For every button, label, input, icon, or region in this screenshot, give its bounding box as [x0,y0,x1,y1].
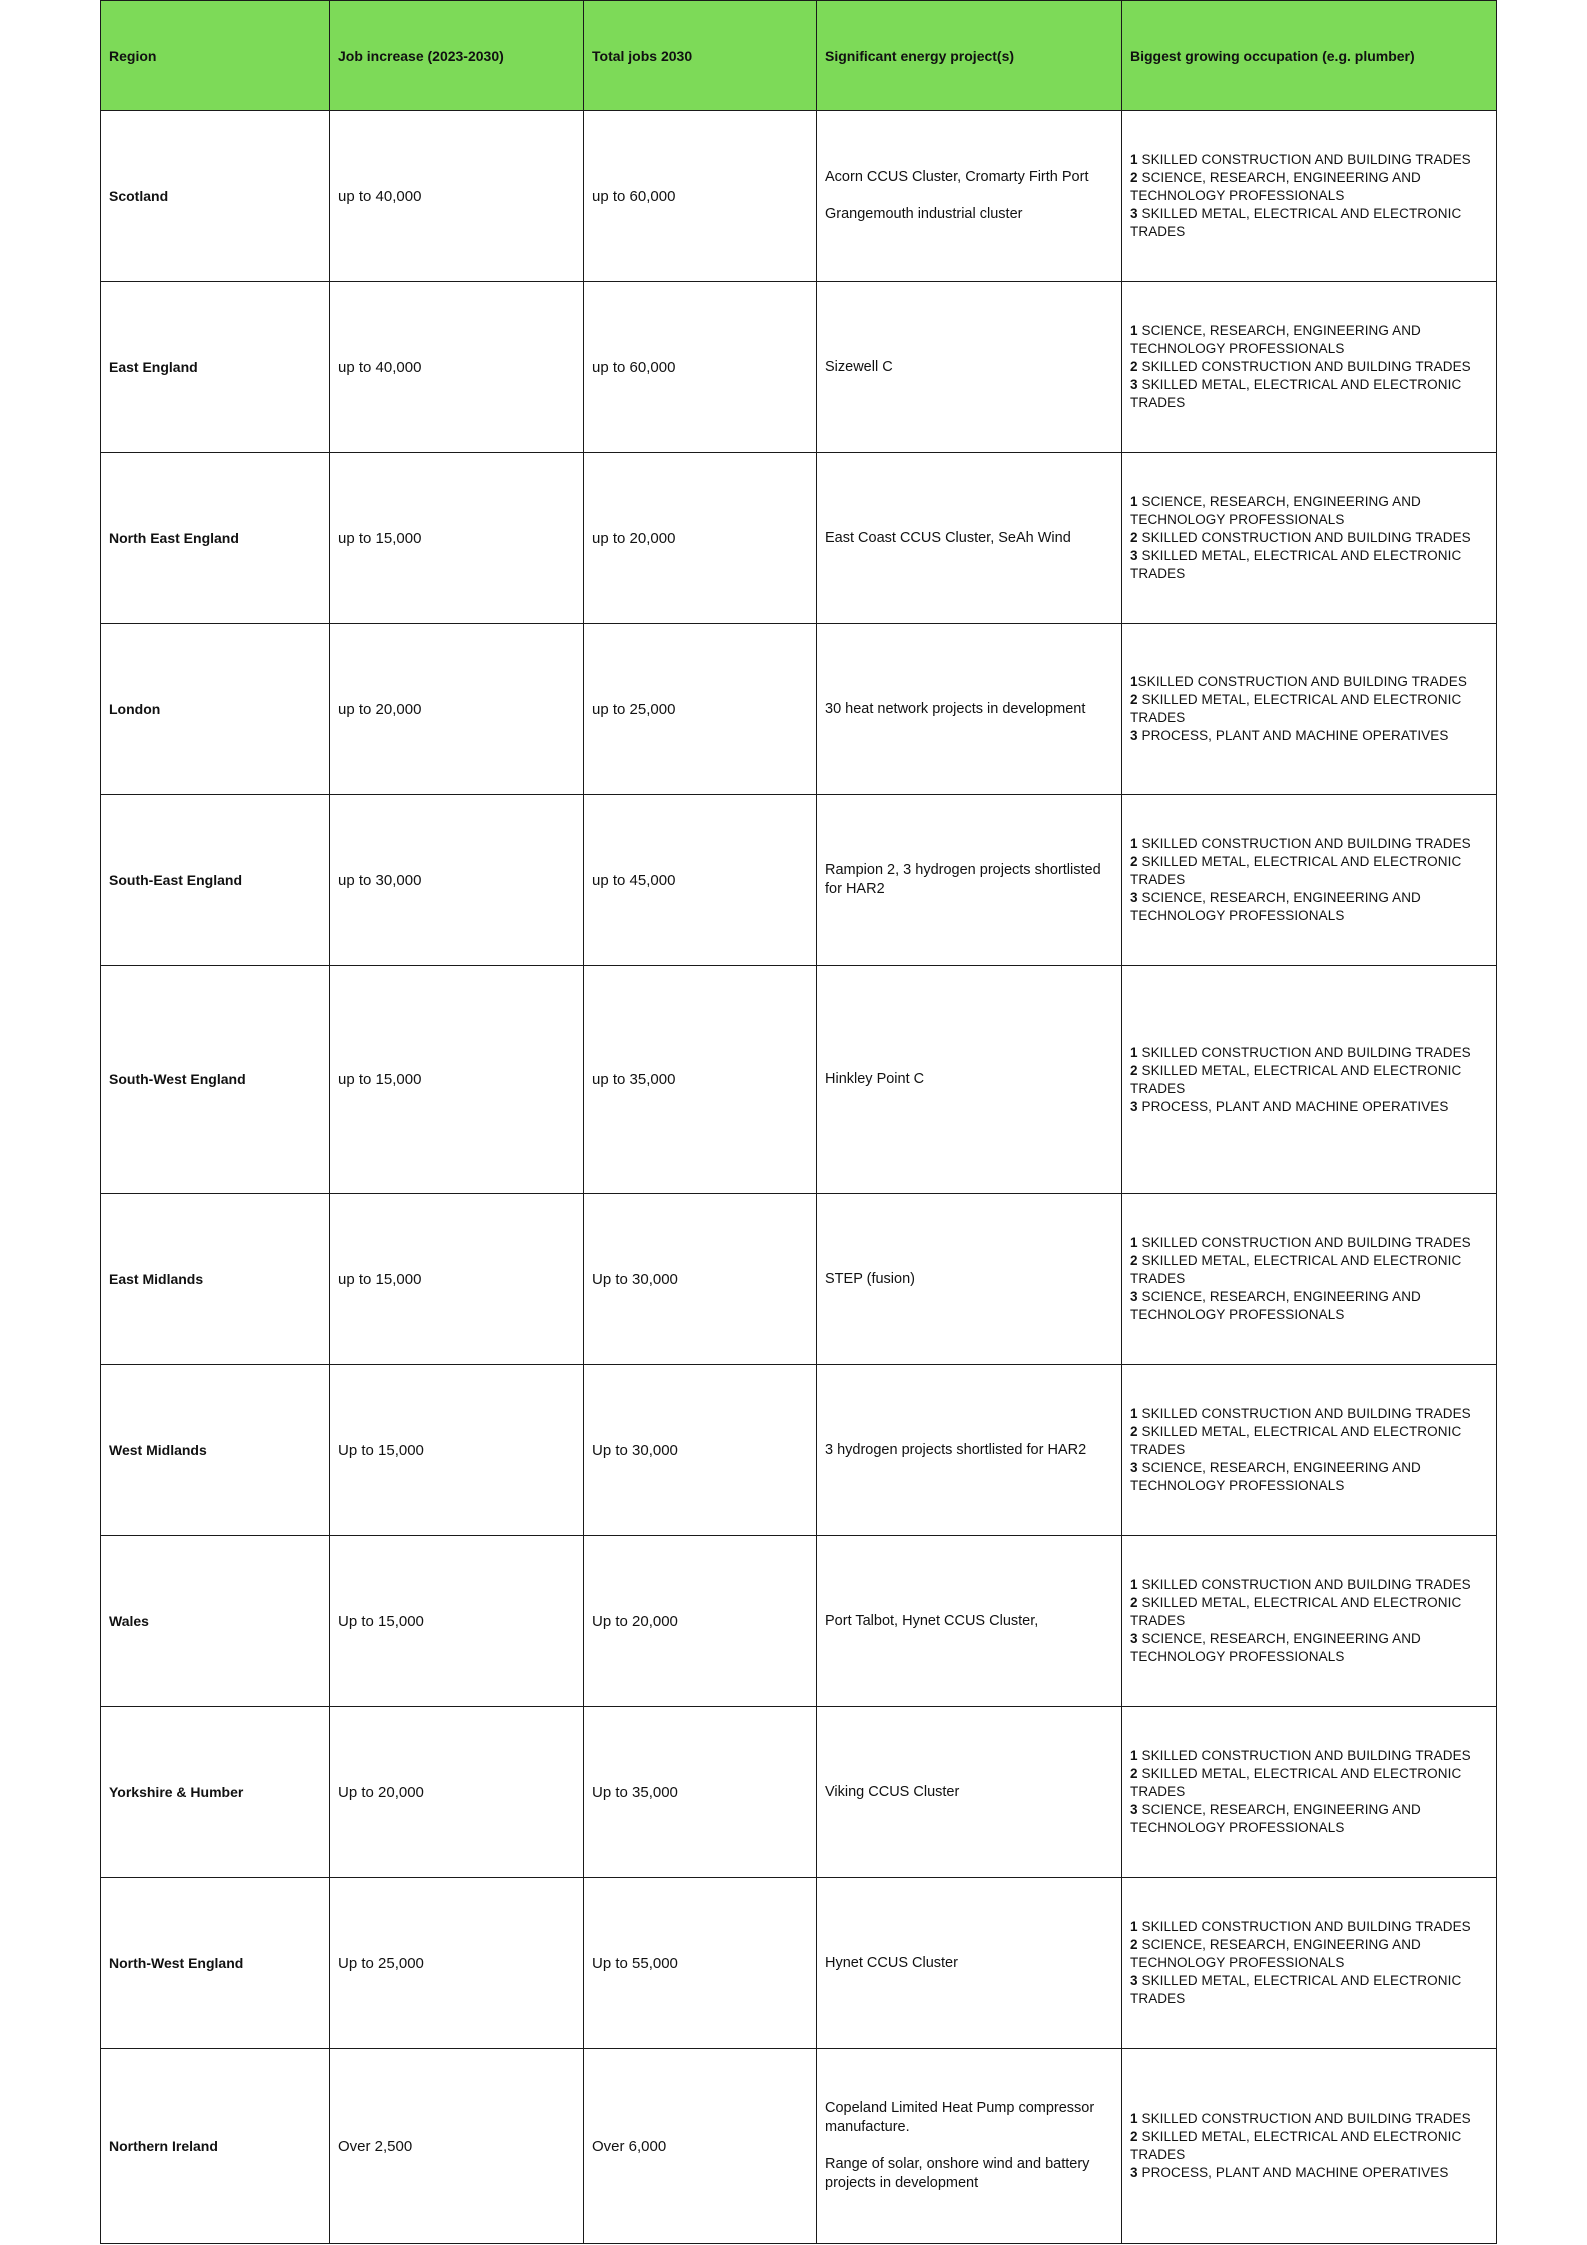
occupations-cell [1122,966,1497,1194]
energy-projects-cell [817,111,1122,282]
occupation-item [1130,2110,1488,2128]
energy-project: Rampion 2, 3 hydrogen projects shortlisted for HAR2 [825,862,1101,897]
header-region: Region [101,1,330,111]
header-job-increase: Job increase (2023-2030) [330,1,584,111]
table-row [101,966,1497,1194]
total-jobs-cell: Up to 30,000 [584,1194,817,1365]
occupation-item [1130,151,1488,169]
occupation-text: SCIENCE, RESEARCH, ENGINEERING AND TECHNOLOGY PROFESSIONALS [1130,1289,1421,1322]
total-jobs-cell: up to 60,000 [584,111,817,282]
occupation-rank: 3 [1130,548,1138,563]
job-increase-cell: up to 30,000 [330,795,584,966]
occupation-item [1130,493,1488,529]
occupation-text: SKILLED CONSTRUCTION AND BUILDING TRADES [1137,1919,1471,1934]
occupation-item [1130,2164,1488,2182]
occupation-rank: 1 [1130,1235,1138,1250]
occupation-item [1130,205,1488,241]
occupation-rank: 3 [1130,890,1138,905]
occupation-text: SKILLED METAL, ELECTRICAL AND ELECTRONIC TRADES [1130,2129,1462,2162]
table-row [101,1194,1497,1365]
occupation-item [1130,1423,1488,1459]
region-cell: South-West England [101,966,330,1194]
occupation-item [1130,853,1488,889]
energy-project: East Coast CCUS Cluster, SeAh Wind [825,529,1071,546]
occupation-rank: 2 [1130,692,1138,707]
energy-projects-cell [817,1878,1122,2049]
occupation-text: SCIENCE, RESEARCH, ENGINEERING AND TECHNOLOGY PROFESSIONALS [1130,494,1421,527]
occupation-text: SKILLED METAL, ELECTRICAL AND ELECTRONIC TRADES [1130,692,1462,725]
table-body [101,111,1497,2244]
occupation-item [1130,1062,1488,1098]
occupation-rank: 1 [1130,1577,1138,1592]
occupation-item [1130,169,1488,205]
occupation-rank: 1 [1130,1748,1138,1763]
occupation-item [1130,2128,1488,2164]
energy-projects-cell [817,1536,1122,1707]
occupation-item [1130,376,1488,412]
job-increase-cell: Up to 25,000 [330,1878,584,2049]
occupations-cell [1122,1365,1497,1536]
occupation-rank: 3 [1130,2165,1138,2180]
occupation-text: SCIENCE, RESEARCH, ENGINEERING AND TECHNOLOGY PROFESSIONALS [1130,1460,1421,1493]
occupation-item [1130,889,1488,925]
occupation-text: SCIENCE, RESEARCH, ENGINEERING AND TECHNOLOGY PROFESSIONALS [1130,170,1421,203]
occupation-item [1130,1288,1488,1324]
energy-projects-cell [817,1194,1122,1365]
occupation-text: SKILLED CONSTRUCTION AND BUILDING TRADES [1137,152,1471,167]
occupation-item [1130,1252,1488,1288]
occupation-item [1130,1594,1488,1630]
occupation-rank: 1 [1130,1919,1138,1934]
occupation-text: SKILLED CONSTRUCTION AND BUILDING TRADES [1137,530,1471,545]
occupation-item [1130,727,1488,745]
region-cell: South-East England [101,795,330,966]
occupation-rank: 3 [1130,1802,1138,1817]
occupation-text: SCIENCE, RESEARCH, ENGINEERING AND TECHNOLOGY PROFESSIONALS [1130,1802,1421,1835]
energy-projects-cell [817,282,1122,453]
job-increase-cell: up to 40,000 [330,111,584,282]
table-row [101,1536,1497,1707]
total-jobs-cell: up to 60,000 [584,282,817,453]
occupation-rank: 2 [1130,1937,1138,1952]
occupation-text: SKILLED METAL, ELECTRICAL AND ELECTRONIC TRADES [1130,1062,1462,1096]
energy-project: 30 heat network projects in development [825,700,1086,717]
header-energy-projects: Significant energy project(s) [817,1,1122,111]
occupation-text: SCIENCE, RESEARCH, ENGINEERING AND TECHNOLOGY PROFESSIONALS [1130,890,1421,923]
occupation-item [1130,547,1488,583]
regional-jobs-table [100,0,1497,2244]
occupations-cell [1122,282,1497,453]
occupation-item [1130,1765,1488,1801]
occupation-text: SKILLED CONSTRUCTION AND BUILDING TRADES [1137,359,1471,374]
occupations-cell [1122,2049,1497,2244]
job-increase-cell: up to 15,000 [330,453,584,624]
energy-project: Range of solar, onshore wind and battery projects in development [825,2156,1090,2191]
table-row [101,1878,1497,2049]
energy-projects-cell [817,2049,1122,2244]
energy-project: Acorn CCUS Cluster, Cromarty Firth Port [825,169,1089,185]
occupation-item [1130,1747,1488,1765]
occupation-rank: 2 [1130,2129,1138,2144]
occupation-rank: 2 [1130,854,1138,869]
header-growing-occupation: Biggest growing occupation (e.g. plumber) [1122,1,1497,111]
energy-projects-cell [817,624,1122,795]
occupations-cell [1122,111,1497,282]
occupation-rank: 3 [1130,1631,1138,1646]
energy-project: Viking CCUS Cluster [825,1783,960,1800]
total-jobs-cell: up to 20,000 [584,453,817,624]
table-row [101,282,1497,453]
region-cell: North-West England [101,1878,330,2049]
occupation-text: SKILLED CONSTRUCTION AND BUILDING TRADES [1137,1748,1471,1763]
occupation-rank: 2 [1130,530,1138,545]
table-row [101,453,1497,624]
occupation-rank: 2 [1130,1062,1138,1078]
job-increase-cell: Over 2,500 [330,2049,584,2244]
occupation-item [1130,1972,1488,2008]
occupation-rank: 1 [1130,1044,1138,1060]
occupations-cell [1122,453,1497,624]
occupation-item [1130,1918,1488,1936]
occupation-item [1130,322,1488,358]
occupation-text: PROCESS, PLANT AND MACHINE OPERATIVES [1137,728,1449,743]
occupation-item [1130,1098,1488,1116]
occupation-rank: 2 [1130,1766,1138,1781]
occupation-item [1130,691,1488,727]
occupation-rank: 1 [1130,836,1138,851]
occupations-cell [1122,1707,1497,1878]
occupation-text: SKILLED METAL, ELECTRICAL AND ELECTRONIC TRADES [1130,1424,1462,1457]
energy-project: Hinkley Point C [825,1071,925,1087]
occupation-rank: 2 [1130,1253,1138,1268]
total-jobs-cell: Up to 35,000 [584,1707,817,1878]
job-increase-cell: up to 15,000 [330,966,584,1194]
energy-projects-cell [817,795,1122,966]
occupation-text: SKILLED METAL, ELECTRICAL AND ELECTRONIC TRADES [1130,206,1462,239]
occupation-text: SCIENCE, RESEARCH, ENGINEERING AND TECHNOLOGY PROFESSIONALS [1130,1631,1421,1664]
region-cell: London [101,624,330,795]
job-increase-cell: Up to 15,000 [330,1536,584,1707]
occupation-item [1130,1936,1488,1972]
occupation-item [1130,1801,1488,1837]
occupation-rank: 2 [1130,1595,1138,1610]
total-jobs-cell: Up to 30,000 [584,1365,817,1536]
occupation-text: SKILLED CONSTRUCTION AND BUILDING TRADES [1137,1044,1471,1060]
total-jobs-cell: Up to 55,000 [584,1878,817,2049]
occupations-cell [1122,1194,1497,1365]
energy-projects-cell [817,1365,1122,1536]
energy-project: 3 hydrogen projects shortlisted for HAR2 [825,1441,1087,1458]
occupation-rank: 2 [1130,1424,1138,1439]
occupation-text: SKILLED CONSTRUCTION AND BUILDING TRADES [1137,1577,1471,1592]
occupation-item [1130,1630,1488,1666]
total-jobs-cell: up to 45,000 [584,795,817,966]
occupation-text: SKILLED CONSTRUCTION AND BUILDING TRADES [1137,1235,1471,1250]
region-cell: Yorkshire & Humber [101,1707,330,1878]
total-jobs-cell: Up to 20,000 [584,1536,817,1707]
table-row [101,1365,1497,1536]
occupation-rank: 1 [1130,494,1138,509]
region-cell: Wales [101,1536,330,1707]
occupation-rank: 2 [1130,170,1138,185]
energy-projects-cell [817,453,1122,624]
header-total-jobs: Total jobs 2030 [584,1,817,111]
occupation-item [1130,673,1488,691]
occupation-rank: 2 [1130,359,1138,374]
occupations-cell [1122,795,1497,966]
occupation-item [1130,835,1488,853]
occupation-text: SKILLED CONSTRUCTION AND BUILDING TRADES [1137,2111,1471,2126]
occupations-cell [1122,1536,1497,1707]
table-row [101,624,1497,795]
occupation-item [1130,1044,1488,1062]
occupation-text: SKILLED METAL, ELECTRICAL AND ELECTRONIC TRADES [1130,1253,1462,1286]
occupation-text: SKILLED METAL, ELECTRICAL AND ELECTRONIC TRADES [1130,377,1462,410]
occupation-rank: 1 [1130,152,1138,167]
occupation-rank: 3 [1130,1098,1138,1114]
job-increase-cell: Up to 15,000 [330,1365,584,1536]
table-header [101,1,1497,111]
total-jobs-cell: Over 6,000 [584,2049,817,2244]
occupation-rank: 3 [1130,1460,1138,1475]
energy-project: Copeland Limited Heat Pump compressor manufacture. [825,2100,1095,2135]
occupation-item [1130,1234,1488,1252]
occupation-rank: 3 [1130,1973,1138,1988]
occupation-item [1130,358,1488,376]
region-cell: East England [101,282,330,453]
occupation-text: SKILLED CONSTRUCTION AND BUILDING TRADES [1137,1406,1471,1421]
occupation-rank: 1 [1130,2111,1138,2126]
energy-project: Sizewell C [825,358,893,375]
energy-project: Grangemouth industrial cluster [825,206,1023,222]
table-row [101,795,1497,966]
table-row [101,111,1497,282]
energy-projects-cell [817,966,1122,1194]
occupation-text: SKILLED METAL, ELECTRICAL AND ELECTRONIC TRADES [1130,1595,1462,1628]
energy-projects-cell [817,1707,1122,1878]
total-jobs-cell: up to 25,000 [584,624,817,795]
occupation-rank: 3 [1130,206,1138,221]
occupation-rank: 1 [1130,674,1138,689]
region-cell: Scotland [101,111,330,282]
occupation-item [1130,1405,1488,1423]
total-jobs-cell: up to 35,000 [584,966,817,1194]
occupation-text: PROCESS, PLANT AND MACHINE OPERATIVES [1137,2165,1449,2180]
energy-project: Port Talbot, Hynet CCUS Cluster, [825,1612,1039,1629]
occupation-item [1130,1576,1488,1594]
region-cell: North East England [101,453,330,624]
occupation-text: SCIENCE, RESEARCH, ENGINEERING AND TECHNOLOGY PROFESSIONALS [1130,1937,1421,1970]
occupation-rank: 1 [1130,323,1138,338]
occupation-text: SKILLED METAL, ELECTRICAL AND ELECTRONIC TRADES [1130,1766,1462,1799]
occupation-rank: 1 [1130,1406,1138,1421]
occupations-cell [1122,1878,1497,2049]
job-increase-cell: up to 40,000 [330,282,584,453]
occupation-item [1130,529,1488,547]
region-cell: Northern Ireland [101,2049,330,2244]
occupation-item [1130,1459,1488,1495]
occupation-text: SKILLED CONSTRUCTION AND BUILDING TRADES [1137,836,1471,851]
table-row [101,2049,1497,2244]
job-increase-cell: up to 20,000 [330,624,584,795]
occupation-text: SCIENCE, RESEARCH, ENGINEERING AND TECHNOLOGY PROFESSIONALS [1130,323,1421,356]
occupation-rank: 3 [1130,728,1138,743]
occupation-text: SKILLED METAL, ELECTRICAL AND ELECTRONIC TRADES [1130,854,1462,887]
energy-project: Hynet CCUS Cluster [825,1954,958,1971]
occupation-text: SKILLED METAL, ELECTRICAL AND ELECTRONIC TRADES [1130,1973,1462,2006]
occupation-rank: 3 [1130,377,1138,392]
occupation-text: PROCESS, PLANT AND MACHINE OPERATIVES [1137,1098,1449,1114]
header-row [101,1,1497,111]
occupations-cell [1122,624,1497,795]
occupation-rank: 3 [1130,1289,1138,1304]
occupation-text: SKILLED CONSTRUCTION AND BUILDING TRADES [1137,674,1467,689]
job-increase-cell: Up to 20,000 [330,1707,584,1878]
region-cell: West Midlands [101,1365,330,1536]
table-row [101,1707,1497,1878]
occupation-text: SKILLED METAL, ELECTRICAL AND ELECTRONIC TRADES [1130,548,1462,581]
energy-project: STEP (fusion) [825,1270,915,1287]
region-cell: East Midlands [101,1194,330,1365]
job-increase-cell: up to 15,000 [330,1194,584,1365]
